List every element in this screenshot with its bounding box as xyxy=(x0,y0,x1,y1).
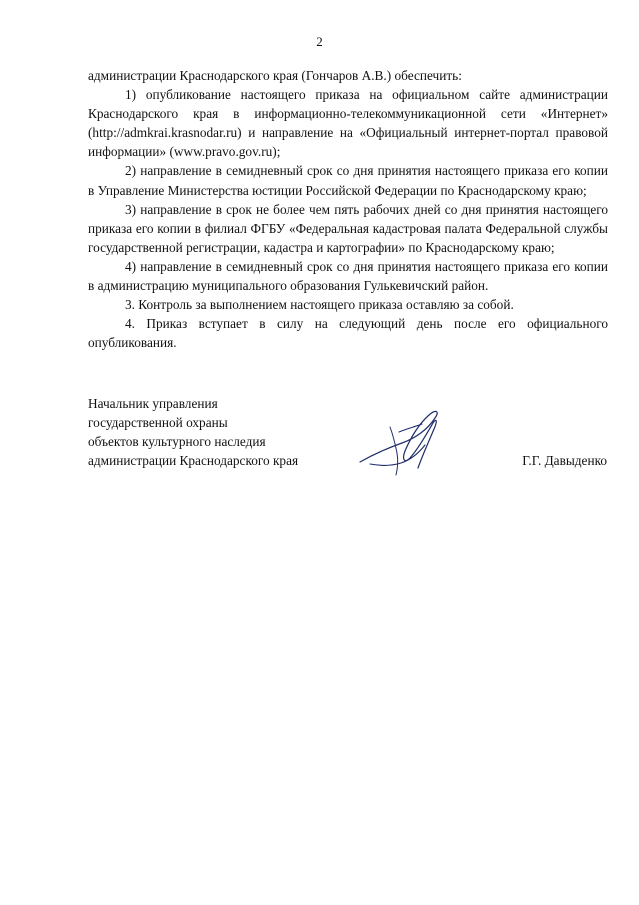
signatory-name: Г.Г. Давыденко xyxy=(522,453,607,468)
handwritten-signature xyxy=(354,405,450,483)
paragraph-item-1: 1) опубликование настоящего приказа на официальном сайте администрации Краснодарского края в информационно-телекоммуникационной сети «Интернет» (http://admkrai.krasnodar.ru) и направление на «Официальный интернет-портал правовой информации» (www.pravo.gov.ru); xyxy=(88,87,608,160)
paragraph-effective-date: 4. Приказ вступает в силу на следующий день после его официального опубликования. xyxy=(88,316,608,351)
paragraph-item-3: 3) направление в срок не более чем пять рабочих дней со дня принятия настоящего приказа его копии в филиал ФГБУ «Федеральная кадастровая палата Федеральной службы государственной регистрации, кадастра и картографии» по Краснодарскому краю; xyxy=(88,201,608,255)
paragraph-item-4: 4) направление в семидневный срок со дня принятия настоящего приказа его копии в администрацию муниципального образования Гулькевичский район. xyxy=(88,258,608,294)
signature-block xyxy=(88,394,608,470)
paragraph-item-2: 2) направление в семидневный срок со дня принятия настоящего приказа его копии в Управление Министерства юстиции Российской Федерации по Краснодарскому краю; xyxy=(88,163,608,198)
paragraph-control: 3. Контроль за выполнением настоящего приказа оставляю за собой. xyxy=(125,297,514,313)
signatory-title-line-1: Начальник управления xyxy=(88,396,218,411)
page-number: 2 xyxy=(316,34,323,49)
signatory-title-line-3: объектов культурного наследия xyxy=(88,434,266,449)
paragraph-intro: администрации Краснодарского края (Гончаров А.В.) обеспечить: xyxy=(88,68,462,83)
document-body xyxy=(88,66,608,352)
signatory-title-line-4: администрации Краснодарского края xyxy=(88,453,299,468)
signatory-title-line-2: государственной охраны xyxy=(88,415,228,430)
